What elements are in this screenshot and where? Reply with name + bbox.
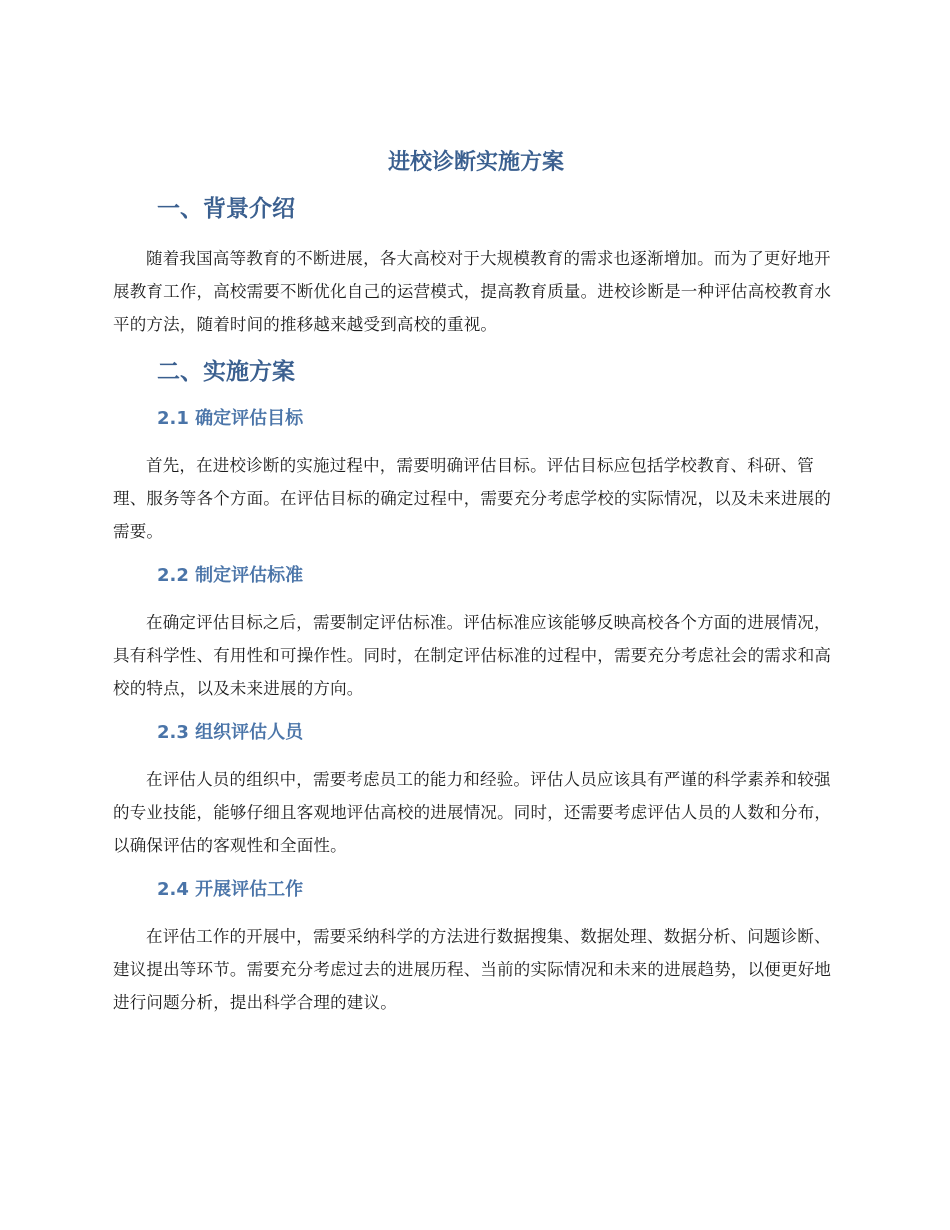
document-title: 进校诊断实施方案 <box>387 150 564 175</box>
subsection-heading-2-4: 2.4 开展评估工作 <box>157 879 304 900</box>
subsection-paragraph-2-1: 首先，在进校诊断的实施过程中，需要明确评估目标。评估目标应包括学校教育、科研、管理、服务等各个方面。在评估目标的确定过程中，需要充分考虑学校的实际情况，以及未来进展的需要。 <box>113 456 832 541</box>
document-page <box>113 146 839 1033</box>
subsection-heading-2-3: 2.3 组织评估人员 <box>157 722 304 743</box>
subsection-paragraph-2-4: 在评估工作的开展中，需要采纳科学的方法进行数据搜集、数据处理、数据分析、问题诊断、建议提出等环节。需要充分考虑过去的进展历程、当前的实际情况和未来的进展趋势，以便更好地进行问题分析，提出科学合理的建议。 <box>113 927 832 1012</box>
subsection-paragraph-2-2: 在确定评估目标之后，需要制定评估标准。评估标准应该能够反映高校各个方面的进展情况，具有科学性、有用性和可操作性。同时，在制定评估标准的过程中，需要充分考虑社会的需求和高校的特点，以及未来进展的方向。 <box>113 613 832 698</box>
section-paragraph-background: 随着我国高等教育的不断进展，各大高校对于大规模教育的需求也逐渐增加。而为了更好地开展教育工作，高校需要不断优化自己的运营模式，提高教育质量。进校诊断是一种评估高校教育水平的方法，随着时间的推移越来越受到高校的重视。 <box>113 249 832 334</box>
section-heading-background: 一、背景介绍 <box>157 196 295 222</box>
subsection-heading-2-2: 2.2 制定评估标准 <box>157 565 304 586</box>
subsection-paragraph-2-3: 在评估人员的组织中，需要考虑员工的能力和经验。评估人员应该具有严谨的科学素养和较强的专业技能，能够仔细且客观地评估高校的进展情况。同时，还需要考虑评估人员的人数和分布，以确保评估的客观性和全面性。 <box>113 770 832 855</box>
section-heading-plan: 二、实施方案 <box>157 359 295 385</box>
subsection-heading-2-1: 2.1 确定评估目标 <box>157 408 304 429</box>
